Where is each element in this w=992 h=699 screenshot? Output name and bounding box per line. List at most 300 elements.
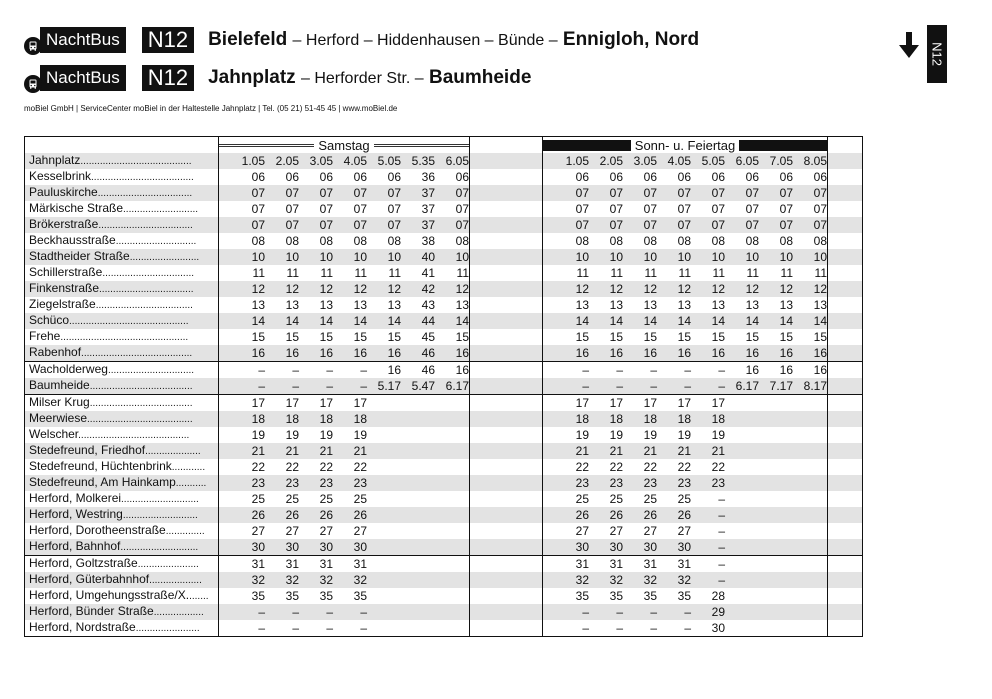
gap-cell (543, 475, 556, 491)
saturday-time: 22 (319, 459, 333, 474)
sunday-time (793, 411, 828, 427)
saturday-time: 14 (231, 313, 265, 329)
leader-dots: ................................. (102, 268, 195, 279)
sunday-time: 6.17 (725, 378, 759, 395)
saturday-time: 10 (333, 249, 367, 265)
saturday-time: 18 (265, 411, 299, 427)
column-end (828, 539, 863, 556)
saturday-time: 12 (367, 281, 401, 297)
saturday-time: 6.05 (435, 153, 470, 169)
saturday-time: – (333, 362, 367, 379)
sunday-time: 07 (589, 217, 623, 233)
column-spacer (470, 475, 543, 491)
gap-cell (219, 604, 232, 620)
column-end (828, 411, 863, 427)
sunday-time: 22 (575, 459, 589, 474)
sunday-time: 30 (623, 539, 657, 556)
sunday-time: 06 (575, 169, 589, 184)
leader-dots: ............................... (107, 365, 195, 376)
saturday-time: 06 (387, 169, 401, 184)
table-row (25, 443, 863, 459)
stop-name (25, 345, 219, 362)
sunday-time: 12 (759, 281, 793, 297)
sunday-time: – (718, 491, 725, 506)
saturday-time: 14 (333, 313, 367, 329)
column-end (828, 362, 863, 379)
table-row (25, 411, 863, 427)
saturday-time (435, 556, 470, 573)
sunday-time: 15 (575, 329, 589, 344)
saturday-time (401, 539, 435, 556)
sunday-time: 25 (643, 491, 657, 506)
gap-cell (543, 313, 556, 329)
sunday-time: 8.05 (793, 153, 828, 169)
saturday-time: 13 (285, 297, 299, 312)
stop-name (25, 539, 219, 556)
route-origin: Bielefeld (208, 29, 288, 50)
sunday-time (725, 475, 759, 491)
saturday-time: 16 (231, 345, 265, 362)
saturday-time (367, 411, 401, 427)
saturday-time (435, 411, 470, 427)
column-spacer (470, 201, 543, 217)
saturday-time: 10 (231, 249, 265, 265)
leader-dots: ............................. (115, 236, 197, 247)
nachtbus-logo (24, 65, 126, 91)
leader-dots: ...................... (137, 559, 199, 570)
column-end (828, 491, 863, 507)
sunday-time: 12 (657, 281, 691, 297)
saturday-time: 07 (367, 185, 401, 201)
gap-cell (219, 249, 232, 265)
saturday-time (401, 620, 435, 637)
saturday-time: 6.17 (435, 378, 470, 395)
saturday-time: 10 (265, 249, 299, 265)
sunday-time: 32 (589, 572, 623, 588)
sunday-time (793, 507, 828, 523)
saturday-band (219, 137, 470, 154)
sunday-time: 15 (677, 329, 691, 344)
sunday-time: – (589, 604, 623, 620)
saturday-time (401, 443, 435, 459)
saturday-time: – (333, 604, 367, 620)
sunday-time (793, 459, 828, 475)
stop-name-text: Schillerstraße (29, 265, 103, 279)
saturday-time (401, 411, 435, 427)
column-spacer (470, 572, 543, 588)
saturday-time: 06 (455, 169, 469, 184)
sunday-time: 07 (759, 217, 793, 233)
sunday-time: 15 (643, 329, 657, 344)
saturday-time: 21 (333, 443, 367, 459)
sunday-time (725, 620, 759, 637)
sunday-time: 18 (657, 411, 691, 427)
column-end (828, 378, 863, 395)
sunday-time (793, 588, 828, 604)
stop-name-text: Meerwiese (29, 411, 88, 425)
saturday-time: – (299, 362, 333, 379)
sunday-time (793, 604, 828, 620)
column-spacer (470, 459, 543, 475)
stop-name-text: Herford, Westring (29, 507, 123, 521)
saturday-time (367, 556, 401, 573)
table-row (25, 572, 863, 588)
saturday-time: 26 (265, 507, 299, 523)
sunday-time: 18 (691, 411, 725, 427)
saturday-time (367, 604, 401, 620)
saturday-time: 17 (299, 395, 333, 412)
sunday-time: 10 (555, 249, 589, 265)
gap-cell (543, 281, 556, 297)
column-spacer (470, 411, 543, 427)
saturday-time: 15 (387, 329, 401, 344)
sunday-time: 22 (711, 459, 725, 474)
sunday-time: 26 (555, 507, 589, 523)
table-row (25, 217, 863, 233)
saturday-time: 15 (455, 329, 469, 344)
saturday-time (367, 572, 401, 588)
stop-name-text: Herford, Bünder Straße (29, 604, 154, 618)
stop-name (25, 329, 219, 345)
saturday-time: 4.05 (333, 153, 367, 169)
saturday-time (435, 604, 470, 620)
saturday-time: 23 (333, 475, 367, 491)
saturday-time: 07 (319, 201, 333, 216)
sunday-time: 14 (623, 313, 657, 329)
sunday-time: 21 (589, 443, 623, 459)
gap-cell (543, 443, 556, 459)
stop-name-text: Milser Krug (29, 395, 90, 409)
sunday-time (759, 507, 793, 523)
sunday-time (793, 539, 828, 556)
sunday-time (793, 556, 828, 573)
stop-name (25, 362, 219, 379)
saturday-time: 22 (353, 459, 367, 474)
sunday-time: 31 (623, 556, 657, 573)
saturday-time: 23 (299, 475, 333, 491)
sunday-time: 18 (623, 411, 657, 427)
stop-name-text: Welscher (29, 427, 79, 441)
sunday-time: 31 (555, 556, 589, 573)
sunday-time: 08 (779, 233, 793, 248)
sunday-time: 07 (793, 185, 828, 201)
saturday-time (401, 523, 435, 539)
saturday-time: 13 (319, 297, 333, 312)
saturday-time: 37 (421, 201, 435, 216)
sunday-time: 08 (643, 233, 657, 248)
table-row (25, 588, 863, 604)
sunday-time: 07 (725, 217, 759, 233)
sunday-time: 25 (677, 491, 691, 506)
saturday-time: 07 (231, 217, 265, 233)
route-number: N12 (142, 27, 194, 53)
sunday-time: 27 (575, 523, 589, 538)
brand-label: NachtBus (40, 65, 126, 91)
gap-cell (219, 475, 232, 491)
route-tab-label: N12 (929, 42, 945, 66)
sunday-time: – (657, 604, 691, 620)
column-spacer (470, 556, 543, 573)
sunday-time: 15 (609, 329, 623, 344)
sunday-time: – (555, 362, 589, 379)
sunday-time: 6.05 (725, 153, 759, 169)
saturday-time: 31 (231, 556, 265, 573)
leader-dots: ............................ (121, 494, 199, 505)
sunday-time: – (657, 362, 691, 379)
sunday-time: 07 (813, 201, 827, 216)
saturday-time: 21 (265, 443, 299, 459)
saturday-time: – (231, 378, 265, 395)
sunday-time (793, 572, 828, 588)
table-row (25, 395, 863, 412)
stop-name-text: Kesselbrink (29, 169, 92, 183)
sunday-time: 14 (759, 313, 793, 329)
leader-dots: ......................... (129, 252, 200, 263)
gap-cell (543, 217, 556, 233)
sunday-time: 08 (575, 233, 589, 248)
saturday-time: 46 (401, 345, 435, 362)
sunday-time: 17 (623, 395, 657, 412)
sunday-time: 12 (589, 281, 623, 297)
stop-name (25, 265, 219, 281)
route-via: – Herford – Hiddenhausen – Bünde – (292, 32, 558, 49)
column-spacer (470, 137, 543, 154)
sunday-time: 35 (575, 588, 589, 603)
table-row (25, 459, 863, 475)
sunday-time: 07 (691, 185, 725, 201)
leader-dots: ....... (189, 591, 209, 602)
sunday-time: 26 (657, 507, 691, 523)
brand-label: NachtBus (40, 27, 126, 53)
saturday-time (367, 523, 401, 539)
column-end (828, 588, 863, 604)
route-number: N12 (142, 65, 194, 91)
stop-name (25, 169, 219, 185)
stop-name (25, 443, 219, 459)
table-row (25, 281, 863, 297)
sunday-time: – (582, 620, 589, 635)
gap-cell (543, 411, 556, 427)
sunday-time: 7.05 (759, 153, 793, 169)
leader-dots: ........................................... (69, 316, 189, 327)
table-row (25, 604, 863, 620)
sunday-time: 21 (657, 443, 691, 459)
sunday-time: 10 (589, 249, 623, 265)
saturday-time: 07 (285, 201, 299, 216)
saturday-time: 23 (231, 475, 265, 491)
sunday-time: 08 (813, 233, 827, 248)
saturday-time: 5.47 (401, 378, 435, 395)
leader-dots: ........................................ (78, 430, 190, 441)
column-spacer (470, 588, 543, 604)
table-row (25, 507, 863, 523)
saturday-time (367, 491, 401, 507)
header-stop-cell (25, 137, 219, 154)
leader-dots: ............ (171, 462, 206, 473)
saturday-time: 25 (285, 491, 299, 506)
timetable-header (25, 137, 863, 154)
sunday-label: Sonn- u. Feiertag (634, 137, 736, 153)
sunday-time: 07 (575, 201, 589, 216)
saturday-time: 15 (319, 329, 333, 344)
stop-name (25, 411, 219, 427)
stop-name-text: Schüco (29, 313, 70, 327)
sunday-time: 30 (657, 539, 691, 556)
sunday-time: 22 (643, 459, 657, 474)
sunday-time: 19 (643, 427, 657, 442)
sunday-time: 27 (609, 523, 623, 538)
saturday-time: 27 (319, 523, 333, 538)
gap-cell (219, 378, 232, 395)
route-tab (927, 25, 947, 83)
saturday-time: 35 (251, 588, 265, 603)
stop-name (25, 556, 219, 573)
sunday-time: 19 (677, 427, 691, 442)
saturday-time: 44 (401, 313, 435, 329)
gap-cell (543, 201, 556, 217)
column-end (828, 313, 863, 329)
sunday-time: 06 (677, 169, 691, 184)
header-line-2 (24, 64, 531, 92)
gap-cell (219, 217, 232, 233)
saturday-time: 13 (455, 297, 469, 312)
leader-dots: .................................. (99, 284, 194, 295)
sunday-time (759, 491, 793, 507)
saturday-time: 3.05 (299, 153, 333, 169)
sunday-time: 16 (623, 345, 657, 362)
stop-name-text: Stedefreund, Hüchtenbrink (29, 459, 172, 473)
column-end (828, 281, 863, 297)
saturday-time: 2.05 (265, 153, 299, 169)
saturday-time (367, 588, 401, 604)
sunday-time: 07 (623, 185, 657, 201)
sunday-time: 23 (623, 475, 657, 491)
sunday-time: 22 (677, 459, 691, 474)
saturday-time (435, 395, 470, 412)
saturday-time: 27 (353, 523, 367, 538)
gap-cell (219, 588, 232, 604)
stop-name-text: Herford, Dorotheenstraße (29, 523, 166, 537)
sunday-time: 32 (555, 572, 589, 588)
saturday-time: 12 (435, 281, 470, 297)
sunday-time: 10 (691, 249, 725, 265)
sunday-time: 07 (623, 217, 657, 233)
saturday-time: 07 (367, 217, 401, 233)
saturday-time: 26 (333, 507, 367, 523)
stop-name (25, 249, 219, 265)
sunday-time (793, 443, 828, 459)
leader-dots: ...................................... (87, 414, 193, 425)
sunday-time (759, 604, 793, 620)
saturday-time: 07 (265, 185, 299, 201)
saturday-time: 1.05 (231, 153, 265, 169)
sunday-time: 13 (711, 297, 725, 312)
saturday-time: 13 (387, 297, 401, 312)
saturday-time: 16 (435, 345, 470, 362)
saturday-time: – (292, 620, 299, 635)
saturday-time: 06 (251, 169, 265, 184)
saturday-time (401, 507, 435, 523)
leader-dots: ..................................... (89, 381, 193, 392)
column-spacer (470, 443, 543, 459)
saturday-time: – (360, 620, 367, 635)
gap-cell (219, 153, 232, 169)
saturday-time: 16 (367, 362, 401, 379)
sunday-time (793, 395, 828, 412)
saturday-time: 42 (401, 281, 435, 297)
saturday-time: 08 (285, 233, 299, 248)
sunday-time (725, 459, 759, 475)
gap-cell (543, 362, 556, 379)
sunday-time: 26 (623, 507, 657, 523)
gap-cell (219, 233, 232, 249)
saturday-time: 08 (251, 233, 265, 248)
gap-cell (219, 169, 232, 185)
sunday-time: 15 (745, 329, 759, 344)
leader-dots: ............................ (120, 542, 199, 553)
sunday-time (793, 427, 828, 443)
gap-cell (219, 265, 232, 281)
gap-cell (543, 185, 556, 201)
sunday-time: 16 (725, 345, 759, 362)
saturday-time: 35 (319, 588, 333, 603)
gap-cell (543, 507, 556, 523)
saturday-time (367, 443, 401, 459)
saturday-time (367, 507, 401, 523)
leader-dots: .............. (165, 526, 205, 537)
gap-cell (543, 233, 556, 249)
saturday-time: – (265, 378, 299, 395)
table-row (25, 362, 863, 379)
saturday-time (435, 443, 470, 459)
stop-name (25, 427, 219, 443)
sunday-time: – (657, 378, 691, 395)
gap-cell (219, 523, 232, 539)
column-spacer (470, 395, 543, 412)
sunday-time: 30 (555, 539, 589, 556)
sunday-time (793, 620, 828, 637)
saturday-time: 40 (401, 249, 435, 265)
gap-cell (219, 281, 232, 297)
saturday-time: – (258, 620, 265, 635)
leader-dots: ..................................... (91, 172, 194, 183)
column-spacer (470, 329, 543, 345)
saturday-time: 14 (435, 313, 470, 329)
saturday-time: 07 (353, 201, 367, 216)
sunday-time (759, 588, 793, 604)
saturday-time (435, 459, 470, 475)
table-row (25, 265, 863, 281)
saturday-time: 16 (299, 345, 333, 362)
sunday-time: 5.05 (691, 153, 725, 169)
saturday-time: 45 (421, 329, 435, 344)
sunday-time: 10 (623, 249, 657, 265)
gap-cell (219, 427, 232, 443)
column-end (828, 329, 863, 345)
route-via: – Herforder Str. – (300, 70, 424, 87)
column-end (828, 185, 863, 201)
leader-dots: .................................. (97, 188, 193, 199)
sunday-time: 14 (725, 313, 759, 329)
sunday-time: – (718, 523, 725, 538)
stop-name-text: Herford, Molkerei (29, 491, 122, 505)
route-title (208, 67, 531, 89)
sunday-time (759, 443, 793, 459)
column-spacer (470, 313, 543, 329)
saturday-time: 31 (299, 556, 333, 573)
stop-name (25, 588, 219, 604)
saturday-time: 31 (265, 556, 299, 573)
